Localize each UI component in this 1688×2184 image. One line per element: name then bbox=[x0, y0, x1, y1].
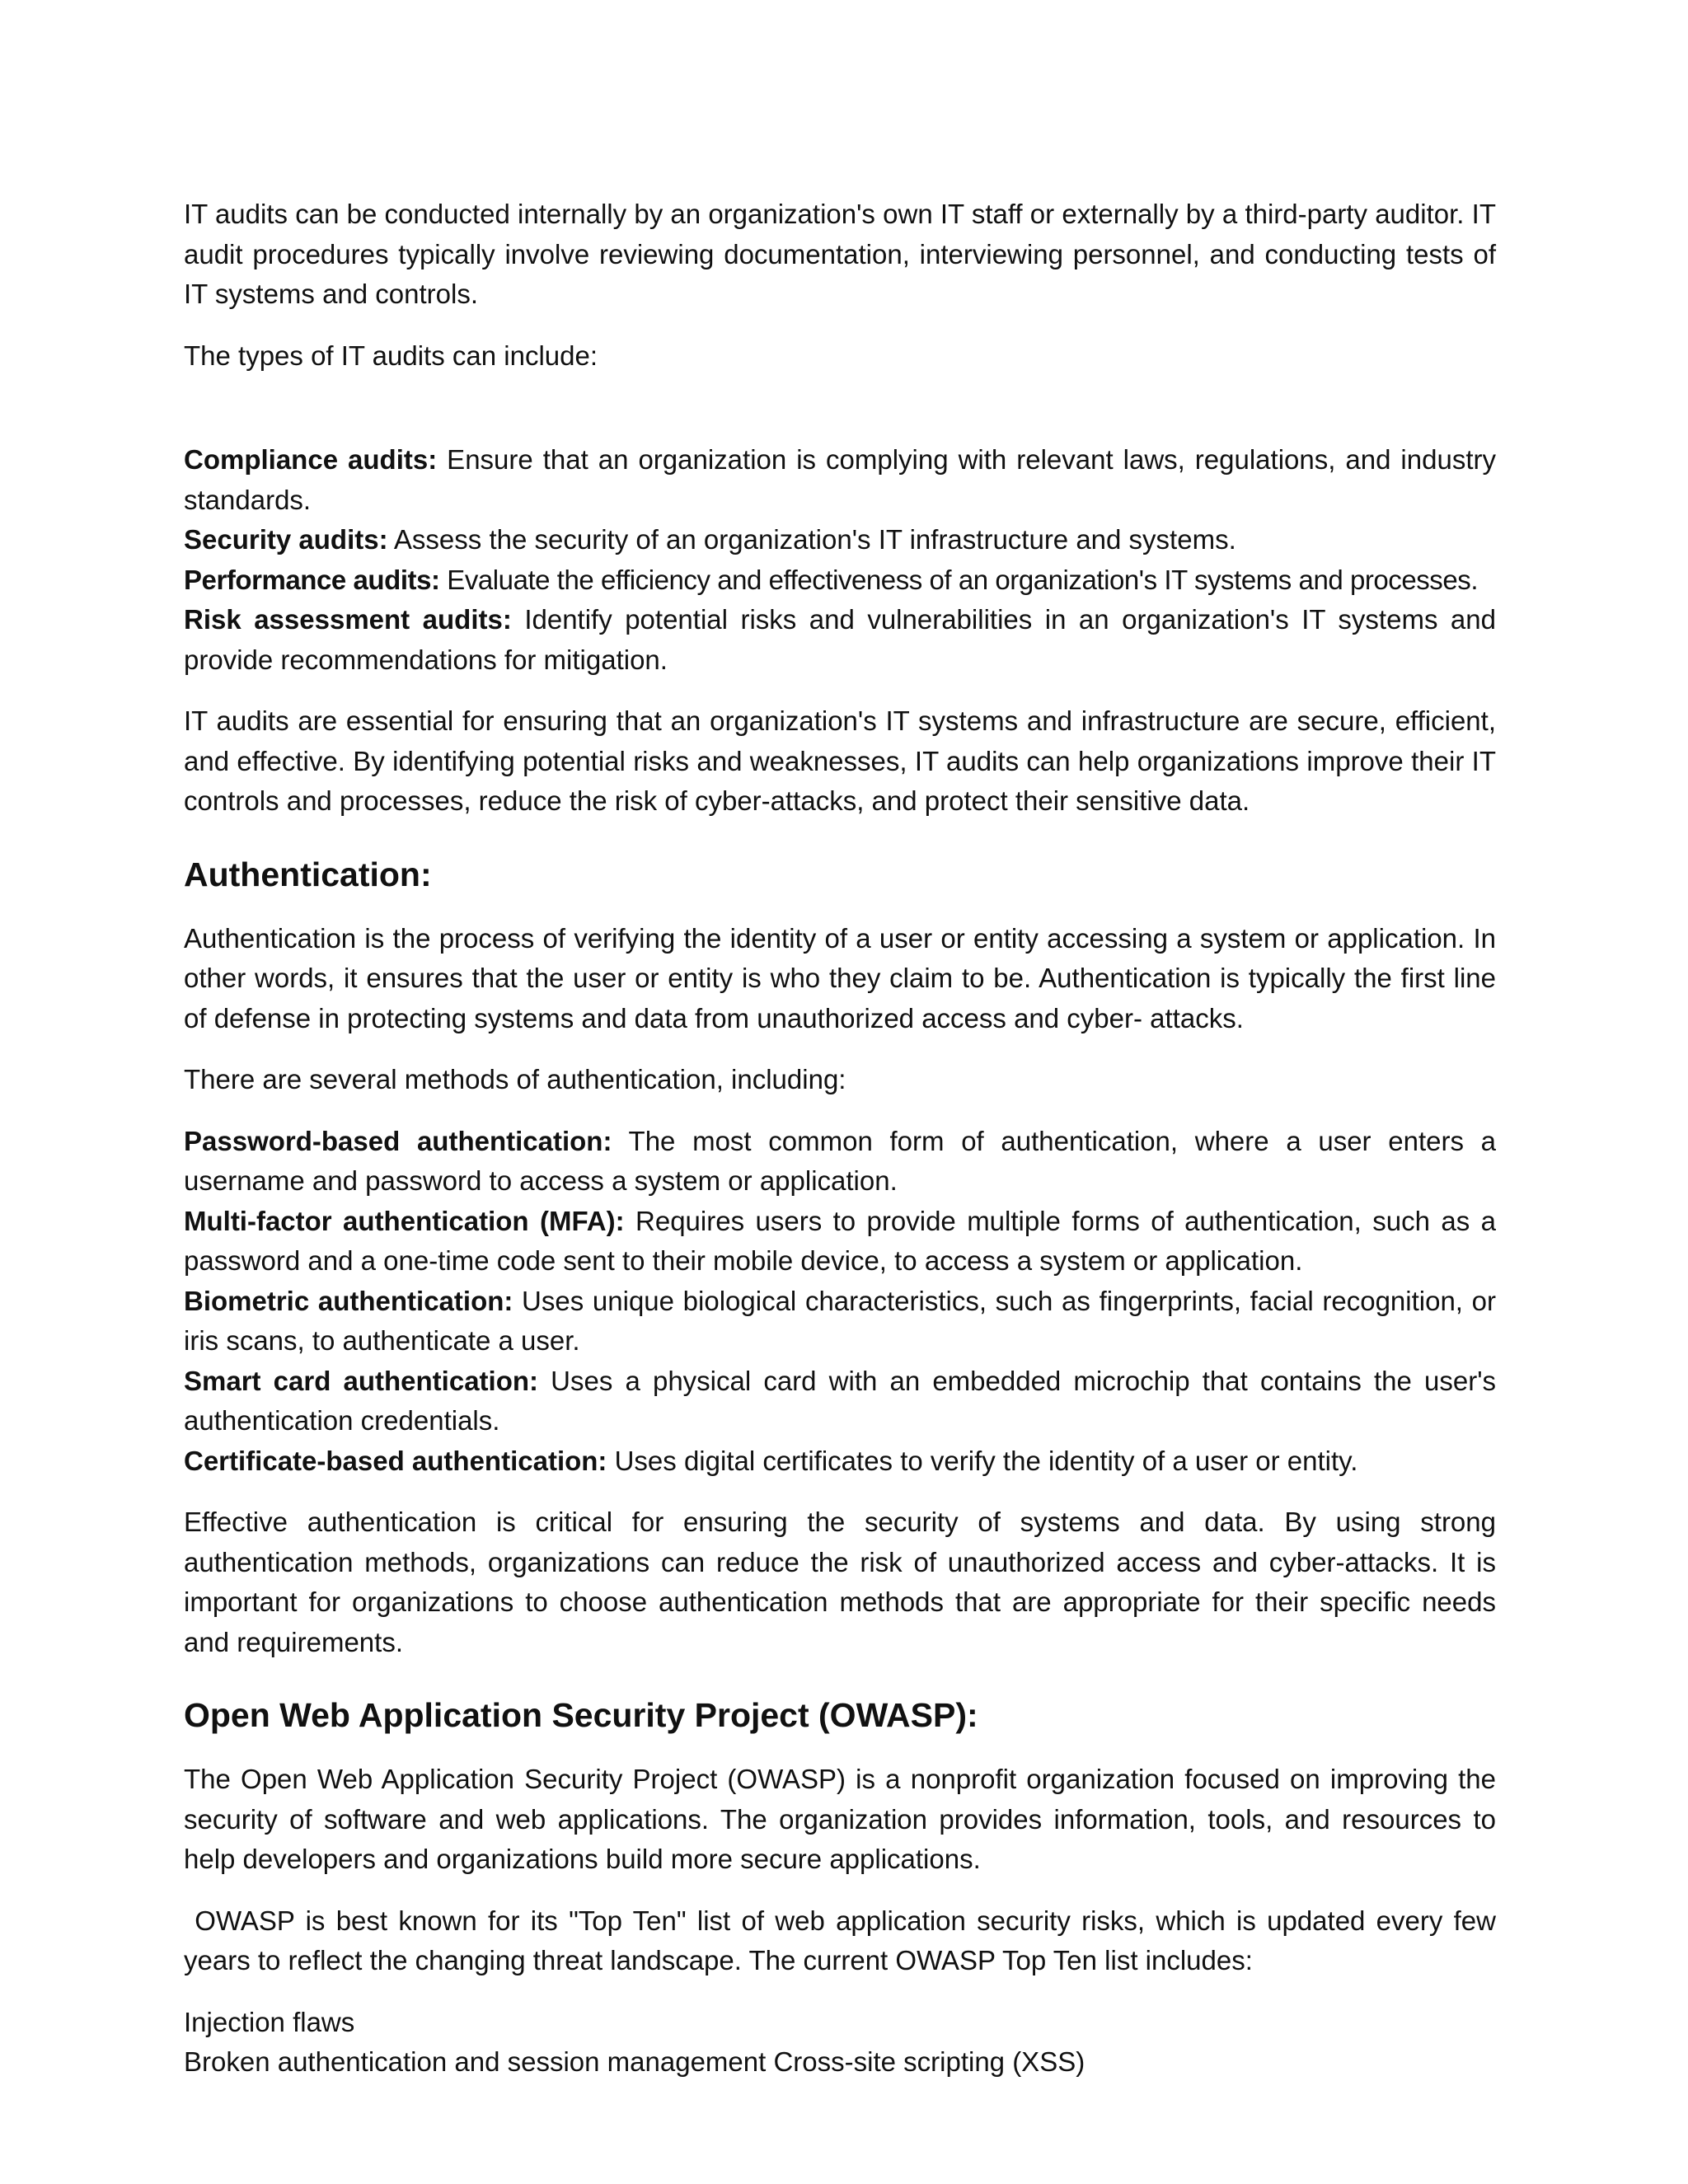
auth-method-item bbox=[184, 1361, 1496, 1441]
owasp-list-item: Injection flaws bbox=[184, 2006, 355, 2037]
audit-type-desc: Evaluate the efficiency and effectiveness of an organization's IT systems and processes. bbox=[439, 564, 1479, 595]
auth-method-item bbox=[184, 1122, 1496, 1202]
audit-type-item bbox=[184, 560, 1496, 601]
auth-method-desc: Uses a physical card with an embedded microchip that contains the user's authentication credentials. bbox=[184, 1365, 1496, 1436]
authentication-heading: Authentication: bbox=[184, 855, 432, 893]
auth-method-item bbox=[184, 1441, 1496, 1482]
owasp-heading: Open Web Application Security Project (OWASP): bbox=[184, 1696, 978, 1734]
auth-method-term: Certificate-based authentication: bbox=[184, 1445, 607, 1476]
owasp-intro-paragraph: The Open Web Application Security Project (OWASP) is a nonprofit organization focused on improving the security of software and web applications. The organization provides information, tools, and resources to help developers and organizations build more secure applications. bbox=[184, 1764, 1496, 1874]
audit-types-list bbox=[184, 440, 1496, 680]
authentication-methods-list bbox=[184, 1122, 1496, 1482]
auth-method-term: Password-based authentication: bbox=[184, 1125, 612, 1156]
auth-method-item bbox=[184, 1202, 1496, 1282]
auth-method-desc: Requires users to provide multiple forms of authentication, such as a password and a one-time code sent to their mobile device, to access a system or application. bbox=[184, 1205, 1496, 1276]
auth-method-desc: The most common form of authentication, where a user enters a username and password to access a system or application. bbox=[184, 1125, 1496, 1196]
auth-method-desc: Uses unique biological characteristics, such as fingerprints, facial recognition, or iris scans, to authenticate a user. bbox=[184, 1285, 1496, 1356]
auth-method-item bbox=[184, 1282, 1496, 1361]
audit-summary-paragraph: IT audits are essential for ensuring that an organization's IT systems and infrastructure are secure, efficient, and effective. By identifying potential risks and weaknesses, IT audits can help organizations improve their IT controls and processes, reduce the risk of cyber-attacks, and protect their sensitive data. bbox=[184, 705, 1496, 816]
audit-type-term: Performance audits: bbox=[184, 564, 440, 595]
owasp-top-ten-paragraph: OWASP is best known for its "Top Ten" list of web application security risks, which is updated every few years to reflect the changing threat landscape. The current OWASP Top Ten list includes: bbox=[184, 1905, 1504, 1975]
auth-method-term: Biometric authentication: bbox=[184, 1285, 513, 1316]
authentication-summary-paragraph: Effective authentication is critical for ensuring the security of systems and data. By using strong authentication methods, organizations can reduce the risk of unauthorized access and cyber-attacks. It is important for organizations to choose authentication methods that are appropriate for their specific needs and requirements. bbox=[184, 1507, 1496, 1657]
document-page bbox=[184, 194, 1504, 2083]
audit-type-item bbox=[184, 440, 1496, 520]
audit-type-term: Security audits: bbox=[184, 524, 388, 555]
auth-method-term: Multi-factor authentication (MFA): bbox=[184, 1205, 625, 1236]
audit-type-desc: Ensure that an organization is complying with relevant laws, regulations, and industry standards. bbox=[184, 444, 1496, 515]
audit-type-item bbox=[184, 520, 1496, 560]
auth-method-desc: Uses digital certificates to verify the identity of a user or entity. bbox=[607, 1445, 1358, 1476]
audit-type-term: Risk assessment audits: bbox=[184, 604, 512, 635]
authentication-intro-paragraph: Authentication is the process of verifying the identity of a user or entity accessing a system or application. In other words, it ensures that the user or entity is who they claim to be. Authentication is typically the first line of defense in protecting systems and data from unauthorized access and cyber- attacks. bbox=[184, 922, 1496, 1033]
authentication-methods-lead: There are several methods of authentication, including: bbox=[184, 1064, 846, 1094]
intro-paragraph: IT audits can be conducted internally by an organization's own IT staff or externally by a third-party auditor. IT audit procedures typically involve reviewing documentation, interviewing personnel, and conducting tests of IT systems and controls. bbox=[184, 199, 1496, 309]
audit-type-item bbox=[184, 600, 1496, 680]
audit-type-term: Compliance audits: bbox=[184, 444, 438, 475]
audit-type-desc: Identify potential risks and vulnerabilities in an organization's IT systems and provide recommendations for mitigation. bbox=[184, 604, 1496, 675]
audit-type-desc: Assess the security of an organization's IT infrastructure and systems. bbox=[387, 524, 1236, 555]
audit-types-lead: The types of IT audits can include: bbox=[184, 340, 598, 371]
owasp-top-ten-list bbox=[184, 2003, 1496, 2083]
owasp-list-item: Broken authentication and session management Cross-site scripting (XSS) bbox=[184, 2046, 1085, 2077]
auth-method-term: Smart card authentication: bbox=[184, 1365, 539, 1396]
